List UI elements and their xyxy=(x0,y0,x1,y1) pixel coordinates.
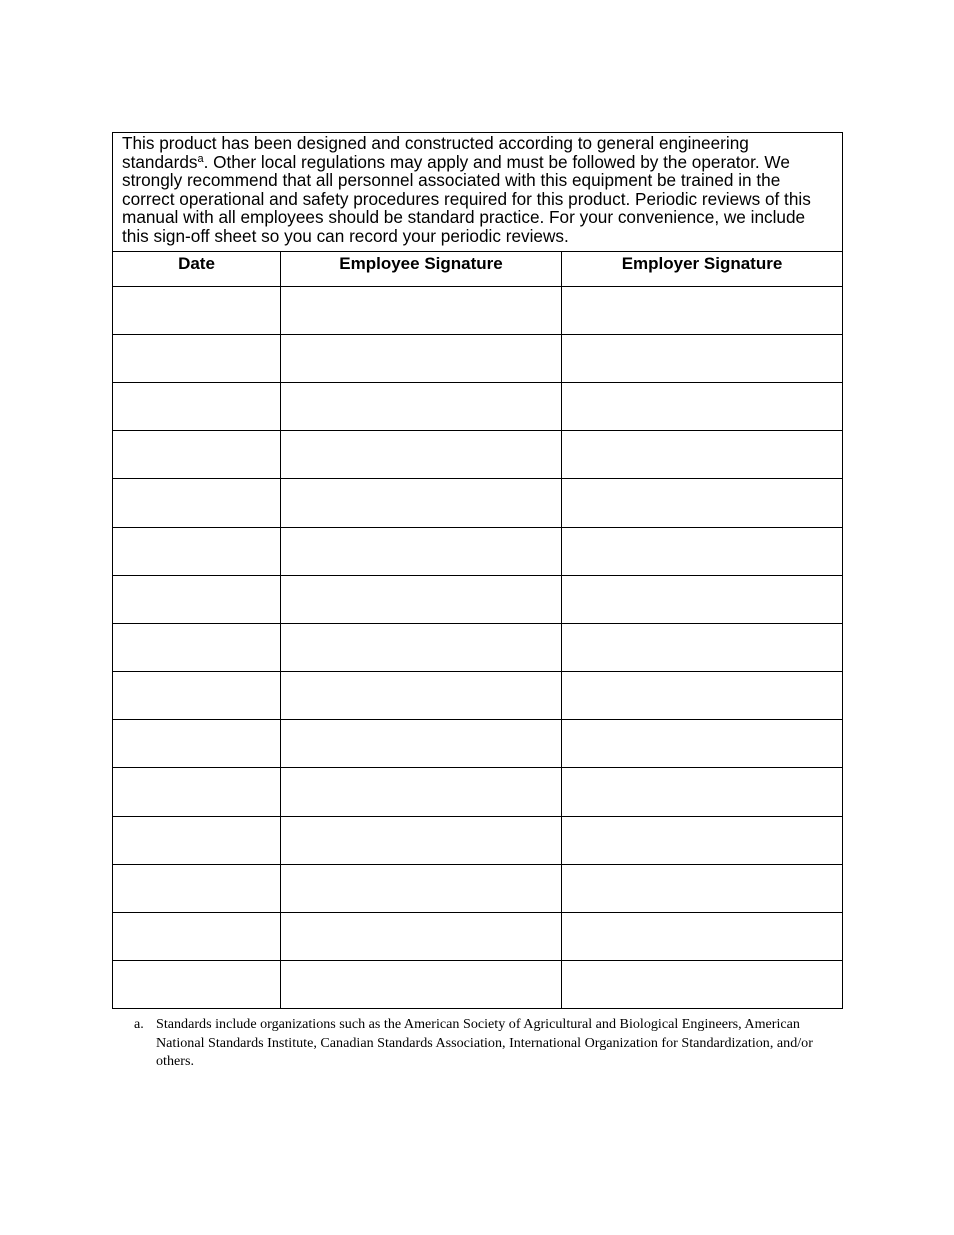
footnote-reference: a xyxy=(197,152,204,165)
employer-signature-cell[interactable] xyxy=(562,864,843,912)
employee-signature-cell[interactable] xyxy=(281,913,562,961)
employer-signature-cell[interactable] xyxy=(562,768,843,816)
signature-rows xyxy=(113,286,843,1009)
employer-signature-cell[interactable] xyxy=(562,720,843,768)
employer-signature-cell[interactable] xyxy=(562,527,843,575)
date-cell[interactable] xyxy=(113,864,281,912)
employer-signature-cell[interactable] xyxy=(562,623,843,671)
employer-signature-cell[interactable] xyxy=(562,913,843,961)
date-cell[interactable] xyxy=(113,720,281,768)
employee-signature-cell[interactable] xyxy=(281,720,562,768)
table-row xyxy=(113,864,843,912)
date-cell[interactable] xyxy=(113,479,281,527)
date-cell[interactable] xyxy=(113,286,281,334)
date-cell[interactable] xyxy=(113,816,281,864)
date-cell[interactable] xyxy=(113,527,281,575)
employer-signature-cell[interactable] xyxy=(562,286,843,334)
column-header-employer-signature: Employer Signature xyxy=(562,251,843,286)
table-row xyxy=(113,961,843,1009)
date-cell[interactable] xyxy=(113,431,281,479)
employee-signature-cell[interactable] xyxy=(281,431,562,479)
table-row xyxy=(113,431,843,479)
table-row xyxy=(113,768,843,816)
signoff-table xyxy=(112,132,843,1009)
employee-signature-cell[interactable] xyxy=(281,816,562,864)
date-cell[interactable] xyxy=(113,961,281,1009)
table-row xyxy=(113,913,843,961)
employee-signature-cell[interactable] xyxy=(281,864,562,912)
table-row xyxy=(113,527,843,575)
footnote-text: Standards include organizations such as the American Society of Agricultural and Biological Engineers, American National Standards Institute, Canadian Standards Association, International Organization for Standardization, and/or others. xyxy=(156,1016,813,1070)
table-row xyxy=(113,382,843,430)
employer-signature-cell[interactable] xyxy=(562,334,843,382)
employee-signature-cell[interactable] xyxy=(281,334,562,382)
employee-signature-cell[interactable] xyxy=(281,286,562,334)
intro-text-end: . Other local regulations may apply and must be followed by the operator. We strongly recommend that all personnel associated with this equipment be trained in the correct operational and safety procedures required for this product. Periodic reviews of this manual with all employees should be standard practice. For your convenience, we include this sign-off sheet so you can record your periodic reviews. xyxy=(122,151,811,246)
employee-signature-cell[interactable] xyxy=(281,479,562,527)
column-header-employee-signature: Employee Signature xyxy=(281,251,562,286)
table-row xyxy=(113,623,843,671)
date-cell[interactable] xyxy=(113,334,281,382)
table-row xyxy=(113,286,843,334)
employer-signature-cell[interactable] xyxy=(562,382,843,430)
date-cell[interactable] xyxy=(113,623,281,671)
employer-signature-cell[interactable] xyxy=(562,575,843,623)
table-row xyxy=(113,575,843,623)
table-header-row xyxy=(113,251,843,286)
table-row xyxy=(113,334,843,382)
table-row xyxy=(113,816,843,864)
footnote xyxy=(134,1015,824,1071)
date-cell[interactable] xyxy=(113,575,281,623)
table-row xyxy=(113,479,843,527)
date-cell[interactable] xyxy=(113,768,281,816)
employer-signature-cell[interactable] xyxy=(562,816,843,864)
footnote-marker: a. xyxy=(134,1016,144,1032)
date-cell[interactable] xyxy=(113,382,281,430)
table-row xyxy=(113,720,843,768)
intro-paragraph xyxy=(113,133,843,252)
employee-signature-cell[interactable] xyxy=(281,768,562,816)
employer-signature-cell[interactable] xyxy=(562,961,843,1009)
employee-signature-cell[interactable] xyxy=(281,527,562,575)
employee-signature-cell[interactable] xyxy=(281,672,562,720)
date-cell[interactable] xyxy=(113,672,281,720)
employer-signature-cell[interactable] xyxy=(562,479,843,527)
employee-signature-cell[interactable] xyxy=(281,575,562,623)
employer-signature-cell[interactable] xyxy=(562,672,843,720)
employee-signature-cell[interactable] xyxy=(281,623,562,671)
date-cell[interactable] xyxy=(113,913,281,961)
employee-signature-cell[interactable] xyxy=(281,382,562,430)
employer-signature-cell[interactable] xyxy=(562,431,843,479)
intro-text-start: This product has been designed and constructed according to general engineering standards xyxy=(122,133,749,172)
employee-signature-cell[interactable] xyxy=(281,961,562,1009)
table-row xyxy=(113,672,843,720)
column-header-date: Date xyxy=(113,251,281,286)
